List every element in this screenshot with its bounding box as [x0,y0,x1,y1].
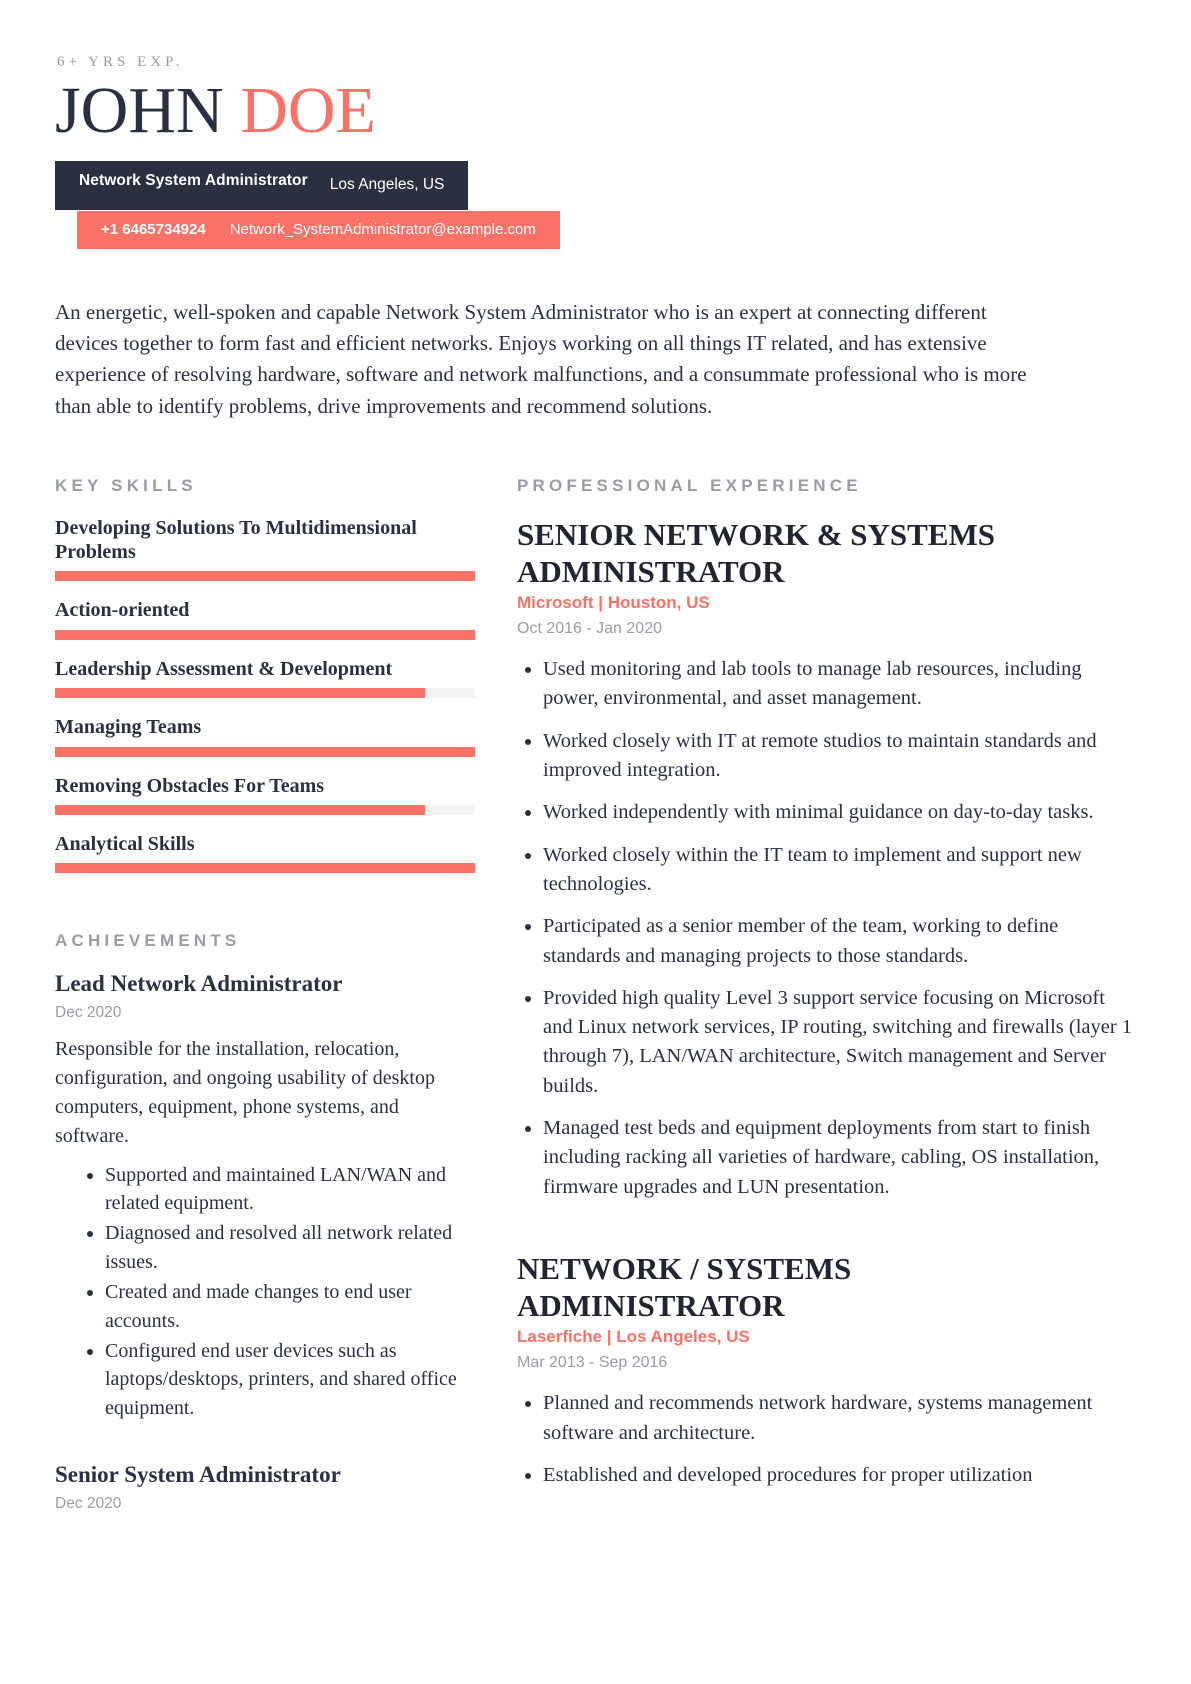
skill-bar-fill [55,630,475,640]
experience-company: Laserfiche | Los Angeles, US [517,1327,750,1347]
skill-bar-track [55,571,475,581]
skill-label: Developing Solutions To Multidimensional Problems [55,516,417,564]
phone-number[interactable]: +1 6465734924 [101,221,206,239]
skill-item [55,715,475,756]
last-name: DOE [240,74,376,147]
experience-entry [517,516,1136,1202]
skill-bar-fill [55,747,475,757]
skill-bar-track [55,688,475,698]
title-location-bar [55,161,468,210]
right-column [517,476,1136,1526]
email-address[interactable]: Network_SystemAdministrator@example.com [229,221,536,239]
list-item: • Provided high quality Level 3 support service focusing on Microsoft and Linux network services, IP routing, switching and firewalls (layer 1 through 7), LAN/WAN architecture, Switch management and Server builds. [543,984,1136,1101]
achievement-date: Dec 2020 [55,1495,122,1513]
skill-item [55,516,475,582]
skill-label: Analytical Skills [55,832,195,855]
experience-date: Oct 2016 - Jan 2020 [517,620,662,637]
skill-bar-track [55,747,475,757]
skill-item [55,774,475,815]
experience-job-title: SENIOR NETWORK & SYSTEMS ADMINISTRATOR [517,516,996,589]
skill-item [55,657,475,698]
skill-label: Leadership Assessment & Development [55,657,393,680]
achievements-heading: ACHIEVEMENTS [55,931,241,951]
professional-summary: An energetic, well-spoken and capable Network System Administrator who is an expert at connecting different devices together to form fast and efficient networks. Enjoys working on all things IT related, and has extensive experience of resolving hardware, software and network malfunctions, and a consummate professional who is more than able to identify problems, drive improvements and recommend solutions. [55,300,1027,418]
skill-bar-fill [55,688,425,698]
skill-bar-track [55,630,475,640]
achievements-spacer [55,1428,475,1462]
skill-bar-track [55,863,475,873]
achievement-title: Lead Network Administrator [55,971,343,997]
achievement-entry [55,1462,475,1513]
experience-bullet-list [517,1389,1136,1490]
achievement-date: Dec 2020 [55,1004,122,1022]
list-item: • Configured end user devices such as laptops/desktops, printers, and shared office equipment. [105,1337,475,1422]
achievement-title: Senior System Administrator [55,1462,341,1488]
list-item: • Worked closely with IT at remote studios to maintain standards and improved integration. [543,727,1136,786]
list-item: • Managed test beds and equipment deployments from start to finish including racking all varieties of hardware, cabling, OS installation, firmware upgrades and LUN presentation. [543,1114,1136,1202]
experience-bullet-list [517,655,1136,1202]
years-experience-label: 6+ YRS EXP. [57,54,184,70]
achievement-description: Responsible for the installation, relocation, configuration, and ongoing usability of desktop computers, equipment, phone systems, and software. [55,1038,435,1147]
list-item: • Worked closely within the IT team to implement and support new technologies. [543,841,1136,900]
experience-spacer [517,1215,1136,1250]
column-gap [475,476,517,1526]
candidate-name [55,74,1136,147]
list-item: • Diagnosed and resolved all network related issues. [105,1219,475,1276]
first-name: JOHN [55,74,224,147]
list-item: • Used monitoring and lab tools to manage lab resources, including power, environmental, and asset management. [543,655,1136,714]
skill-bar-fill [55,571,475,581]
list-item: • Established and developed procedures for proper utilization [543,1461,1136,1490]
achievement-bullet-list [55,1161,475,1423]
skill-bar-track [55,805,475,815]
contact-bar [77,211,560,249]
skill-bar-fill [55,863,475,873]
job-title-text: Network System Administrator [79,172,308,190]
content-columns [55,476,1136,1526]
list-item: • Worked independently with minimal guidance on day-to-day tasks. [543,798,1136,827]
skill-label: Removing Obstacles For Teams [55,774,325,797]
skill-item [55,598,475,639]
list-item: • Created and made changes to end user accounts. [105,1278,475,1335]
skill-label: Managing Teams [55,716,202,739]
experience-company: Microsoft | Houston, US [517,593,710,612]
skill-bar-fill [55,805,425,815]
location-text: Los Angeles, US [329,176,445,194]
achievements-section [55,931,475,1513]
left-column [55,476,475,1526]
key-skills-section [55,476,475,874]
list-item: • Supported and maintained LAN/WAN and related equipment. [105,1161,475,1218]
skill-label: Action-oriented [55,599,190,622]
list-item: • Participated as a senior member of the team, working to define standards and managing projects to those standards. [543,912,1136,971]
skill-item [55,832,475,873]
resume-header [55,54,1136,249]
achievement-entry [55,971,475,1422]
experience-heading: PROFESSIONAL EXPERIENCE [517,475,862,495]
list-item: • Planned and recommends network hardware, systems management software and architecture. [543,1389,1136,1448]
experience-date: Mar 2013 - Sep 2016 [517,1354,668,1372]
experience-entry [517,1250,1136,1490]
experience-job-title: NETWORK / SYSTEMS ADMINISTRATOR [517,1251,852,1324]
key-skills-heading: KEY SKILLS [55,475,197,495]
